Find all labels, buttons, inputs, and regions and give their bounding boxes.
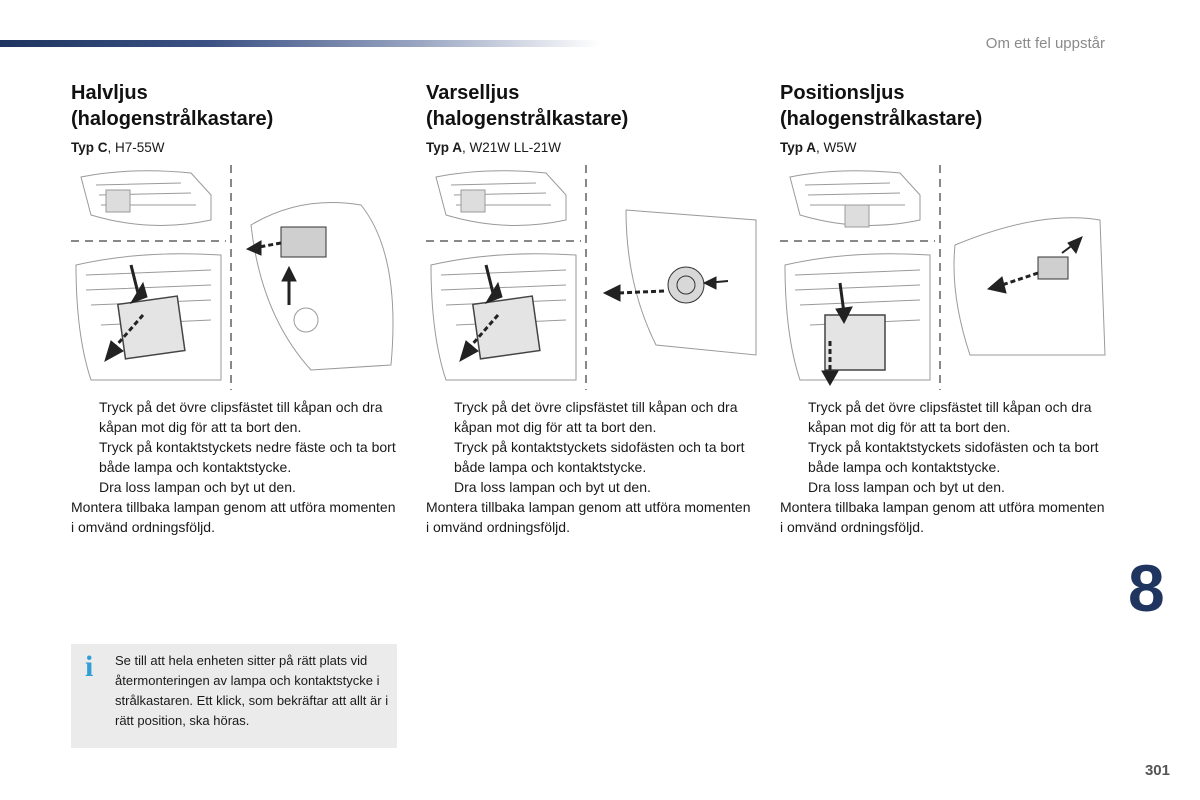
- info-box: [71, 644, 397, 748]
- section-title-line2: (halogenstrålkastare): [71, 108, 274, 130]
- steps-varselljus: [426, 397, 756, 537]
- step-text: Tryck på kontaktstyckets sidofästen och ta bort både lampa och kontaktstycke.: [454, 439, 745, 475]
- closing-note: Montera tillbaka lampan genom att utföra momenten i omvänd ordningsföljd.: [780, 499, 1105, 535]
- illustration-halvljus: [71, 165, 411, 390]
- step-item: [426, 477, 756, 497]
- bulb-type: [780, 140, 1110, 156]
- step-text: Dra loss lampan och byt ut den.: [454, 479, 651, 495]
- illustration-varselljus: [426, 165, 766, 390]
- steps-positionsljus: [780, 397, 1110, 537]
- steps-halvljus: [71, 397, 401, 537]
- bulb-type-spec: , H7-55W: [107, 140, 165, 155]
- page-number: 301: [1144, 762, 1170, 779]
- step-item: [780, 437, 1110, 477]
- bulb-type: [71, 140, 401, 156]
- bulb-type-code: Typ C: [71, 140, 108, 155]
- headlamp-diagram: [426, 165, 766, 390]
- step-item: [71, 397, 401, 437]
- bulb-type-code: Typ A: [426, 140, 462, 155]
- step-text: Dra loss lampan och byt ut den.: [808, 479, 1005, 495]
- step-item: [426, 397, 756, 437]
- closing-note: Montera tillbaka lampan genom att utföra momenten i omvänd ordningsföljd.: [71, 499, 396, 535]
- closing-note: Montera tillbaka lampan genom att utföra momenten i omvänd ordningsföljd.: [426, 499, 751, 535]
- bulb-type: [426, 140, 756, 156]
- chapter-title: Om ett fel uppstår: [985, 35, 1105, 52]
- section-title-line2: (halogenstrålkastare): [780, 108, 983, 130]
- step-item: [780, 397, 1110, 437]
- step-item: [71, 477, 401, 497]
- section-title-line2: (halogenstrålkastare): [426, 108, 629, 130]
- step-text: Tryck på det övre clipsfästet till kåpan och dra kåpan mot dig för att ta bort den.: [99, 399, 383, 435]
- step-text: Tryck på kontaktstyckets sidofästen och ta bort både lampa och kontaktstycke.: [808, 439, 1099, 475]
- section-title: [426, 80, 756, 132]
- section-title: [71, 80, 401, 132]
- section-positionsljus: [780, 80, 1110, 156]
- step-text: Dra loss lampan och byt ut den.: [99, 479, 296, 495]
- chapter-number: 8: [1128, 551, 1165, 625]
- section-title-line1: Positionsljus: [780, 82, 905, 104]
- headlamp-diagram: [71, 165, 411, 390]
- section-title-line1: Halvljus: [71, 82, 148, 104]
- section-title-line1: Varselljus: [426, 82, 520, 104]
- step-item: [71, 437, 401, 477]
- header-accent-bar: [0, 40, 600, 47]
- headlamp-diagram: [780, 165, 1120, 390]
- bulb-type-spec: , W5W: [816, 140, 857, 155]
- section-halvljus: [71, 80, 401, 156]
- step-text: Tryck på det övre clipsfästet till kåpan och dra kåpan mot dig för att ta bort den.: [454, 399, 738, 435]
- info-icon: i: [85, 650, 94, 683]
- bulb-type-code: Typ A: [780, 140, 816, 155]
- section-varselljus: [426, 80, 756, 156]
- step-item: [426, 437, 756, 477]
- step-item: [780, 477, 1110, 497]
- step-text: Tryck på det övre clipsfästet till kåpan och dra kåpan mot dig för att ta bort den.: [808, 399, 1092, 435]
- step-text: Tryck på kontaktstyckets nedre fäste och ta bort både lampa och kontaktstycke.: [99, 439, 396, 475]
- bulb-type-spec: , W21W LL-21W: [462, 140, 562, 155]
- section-title: [780, 80, 1110, 132]
- info-text: Se till att hela enheten sitter på rätt plats vid återmonteringen av lampa och kontaktstycke i strålkastaren. Ett klick, som bekräftar att allt är i rätt position, ska höras.: [115, 653, 389, 728]
- illustration-positionsljus: [780, 165, 1120, 390]
